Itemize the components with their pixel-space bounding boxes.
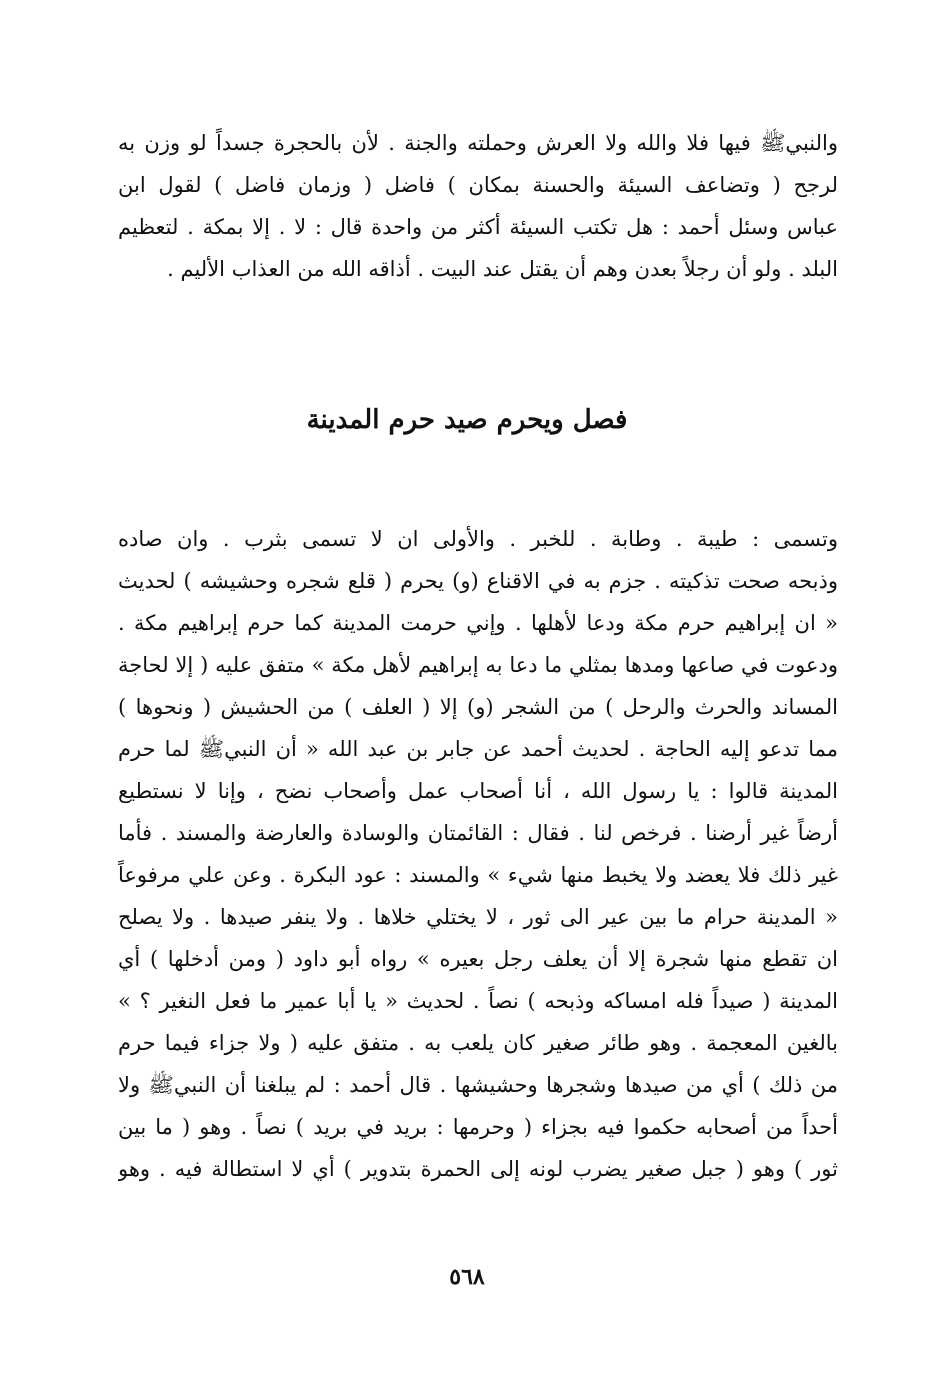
text-line: بالغين المعجمة . وهو طائر صغير كان يلعب به . متفق عليه ( ولا جزاء فيما حرم — [118, 1031, 838, 1055]
text-line: ودعوت في صاعها ومدها بمثلي ما دعا به إبراهيم لأهل مكة » متفق عليه ( إلا لحاجة — [118, 653, 838, 677]
text-line: وذبحه صحت تذكيته . جزم به في الاقناع (و) يحرم ( قلع شجره وحشيشه ) لحديث — [118, 569, 838, 593]
text-line: أحداً من أصحابه حكموا فيه بجزاء ( وحرمها : بريد في بريد ) نصاً . وهو ( ما بين — [118, 1115, 838, 1139]
text-line: لرجح ( وتضاعف السيئة والحسنة بمكان ) فاضل ( وزمان فاضل ) لقول ابن — [118, 173, 838, 197]
text-line: والنبيﷺ فيها فلا والله ولا العرش وحملته والجنة . لأن بالحجرة جسداً لو وزن به — [118, 131, 838, 155]
text-line: عباس وسئل أحمد : هل تكتب السيئة أكثر من واحدة قال : لا . إلا بمكة . لتعظيم — [118, 215, 838, 239]
text-line: « ان إبراهيم حرم مكة ودعا لأهلها . وإني حرمت المدينة كما حرم إبراهيم مكة . — [118, 611, 838, 635]
text-line: المدينة ( صيداً فله امساكه وذبحه ) نصاً . لحديث « يا أبا عمير ما فعل النغير ؟ » — [118, 989, 838, 1013]
text-line: المدينة قالوا : يا رسول الله ، أنا أصحاب عمل وأصحاب نضح ، وإنا لا نستطيع — [118, 779, 838, 803]
text-line: « المدينة حرام ما بين عير الى ثور ، لا يختلي خلاها . ولا ينفر صيدها . ولا يصلح — [118, 905, 838, 929]
text-line: ان تقطع منها شجرة إلا أن يعلف رجل بعيره » رواه أبو داود ( ومن أدخلها ) أي — [118, 947, 838, 971]
section-title: فصل ويحرم صيد حرم المدينة — [306, 405, 628, 435]
text-line: وتسمى : طيبة . وطابة . للخبر . والأولى ان لا تسمى بثرب . وان صاده — [118, 527, 838, 551]
page-number: ٥٦٨ — [449, 1264, 485, 1290]
text-line: ثور ) وهو ( جبل صغير يضرب لونه إلى الحمرة بتدوير ) أي لا استطالة فيه . وهو — [118, 1157, 838, 1181]
main-paragraph — [118, 518, 838, 1190]
text-line: مما تدعو إليه الحاجة . لحديث أحمد عن جابر بن عبد الله « أن النبيﷺ لما حرم — [118, 737, 838, 761]
text-line: من ذلك ) أي من صيدها وشجرها وحشيشها . قال أحمد : لم يبلغنا أن النبيﷺ ولا — [118, 1073, 838, 1097]
text-line: غير ذلك فلا يعضد ولا يخبط منها شيء » والمسند : عود البكرة . وعن علي مرفوعاً — [118, 863, 838, 887]
text-line: المساند والحرث والرحل ) من الشجر (و) إلا ( العلف ) من الحشيش ( ونحوها ) — [118, 695, 838, 719]
top-paragraph — [118, 122, 838, 290]
text-line: البلد . ولو أن رجلاً بعدن وهم أن يقتل عند البيت . أذاقه الله من العذاب الأليم . — [167, 257, 838, 281]
text-line: أرضاً غير أرضنا . فرخص لنا . فقال : القائمتان والوسادة والعارضة والمسند . فأما — [118, 821, 838, 845]
